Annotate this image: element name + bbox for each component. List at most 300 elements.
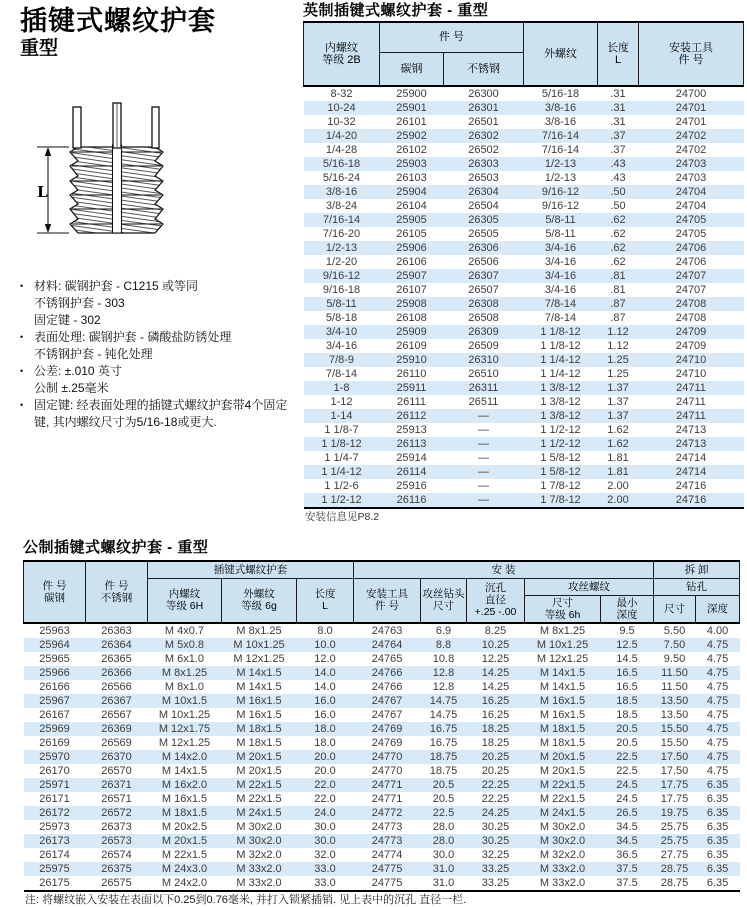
table-cell: M 8x1.25 <box>539 624 586 637</box>
table-cell: .81 <box>610 270 626 282</box>
table-cell: 24771 <box>371 778 403 791</box>
header-line: 件 号 <box>42 579 67 592</box>
table-cell: 5/8-11 <box>326 298 357 310</box>
table-cell: 16.0 <box>314 694 336 707</box>
col-header-install-tool <box>639 22 744 86</box>
table-cell: 36.5 <box>616 848 638 861</box>
table-cell: 24772 <box>371 806 403 819</box>
table-cell: 5.50 <box>663 624 686 637</box>
table-cell: 16.75 <box>429 722 458 735</box>
table-cell: 18.0 <box>314 736 336 749</box>
table-cell: 26574 <box>101 848 132 861</box>
table-cell: 14.75 <box>429 694 458 707</box>
table-cell: M 20x1.5 <box>236 750 282 763</box>
table-cell: 25913 <box>396 424 427 436</box>
col-header-carbon-steel: 碳钢 <box>380 52 444 86</box>
col-group-insert: 插键式螺纹护套 <box>148 561 354 578</box>
table-cell: M 10x1.5 <box>161 694 208 707</box>
table-cell: 10.0 <box>314 638 336 651</box>
table-cell: 1.37 <box>607 382 629 394</box>
table-cell: 24.5 <box>616 792 638 805</box>
table-cell: 24775 <box>371 862 403 875</box>
table-cell: 2.00 <box>607 480 629 492</box>
table-cell: 1 7/8-12 <box>540 494 581 506</box>
col-header-tap-drill <box>421 578 467 623</box>
table-cell: 25970 <box>39 750 70 763</box>
table-cell: 7/16-14 <box>541 144 580 156</box>
table-cell: 22.0 <box>314 792 336 805</box>
table-cell: 5/16-18 <box>322 158 361 170</box>
header-line: 直径 <box>485 594 507 606</box>
table-cell: M 16x1.5 <box>539 694 586 707</box>
imperial-table <box>303 21 744 509</box>
table-cell: 18.5 <box>616 694 638 707</box>
table-cell: 24702 <box>675 130 707 142</box>
note-line: 不锈钢护套 - 钝化处理 <box>34 347 153 361</box>
col-header-length <box>297 578 354 623</box>
table-cell: M 14x1.5 <box>539 680 586 693</box>
table-cell: 10-32 <box>327 116 356 128</box>
table-cell: 4.75 <box>706 638 729 651</box>
table-row <box>304 283 744 297</box>
table-cell: 25907 <box>396 270 427 282</box>
table-row <box>24 638 740 652</box>
table-row <box>24 806 740 820</box>
table-cell: — <box>478 438 489 450</box>
imperial-table-header <box>304 22 744 86</box>
table-cell: M 33x2.0 <box>539 862 586 875</box>
table-cell: 24710 <box>675 354 707 366</box>
table-cell: 16.5 <box>616 680 638 693</box>
col-header-part-no-stainless <box>86 561 148 623</box>
insert-key-left <box>73 107 81 148</box>
table-cell: 25901 <box>396 102 427 114</box>
header-line: 等级 6g <box>241 600 277 612</box>
table-cell: 22.5 <box>616 764 638 777</box>
table-cell: 17.50 <box>660 764 689 777</box>
table-cell: 26573 <box>101 834 132 847</box>
table-cell: — <box>478 480 489 492</box>
header-line: L <box>322 600 328 612</box>
table-cell: .81 <box>610 284 626 296</box>
table-cell: 20.0 <box>314 764 336 777</box>
table-row <box>24 862 740 876</box>
table-cell: 16.25 <box>481 708 510 721</box>
table-cell: 1.62 <box>607 424 629 436</box>
table-cell: M 18x1.5 <box>236 736 282 749</box>
header-line: 最小 <box>616 596 638 609</box>
table-cell: 25.75 <box>660 834 689 847</box>
col-header-part-no-carbon <box>24 561 86 623</box>
table-row <box>304 213 744 227</box>
insert-diagram <box>35 86 185 241</box>
table-cell: M 8x1.25 <box>161 666 208 679</box>
header-line: 等级 6H <box>165 600 204 612</box>
table-cell: 7/8-9 <box>328 354 355 366</box>
table-cell: 1 1/8-12 <box>540 340 581 352</box>
table-cell: 30.0 <box>314 820 336 833</box>
note-bullet <box>20 397 305 431</box>
table-cell: 1 5/8-12 <box>540 452 581 464</box>
table-cell: 26507 <box>468 284 499 296</box>
table-cell: 26503 <box>468 172 499 184</box>
table-cell: 25973 <box>39 820 70 833</box>
table-cell: 1 5/8-12 <box>540 466 581 478</box>
table-row <box>304 255 744 269</box>
table-cell: 24704 <box>675 186 707 198</box>
table-cell: 14.0 <box>314 666 336 679</box>
table-cell: M 30x2.0 <box>539 820 586 833</box>
table-row <box>304 157 744 171</box>
header-line: 攻丝钻头 <box>422 588 465 600</box>
table-row <box>304 311 744 325</box>
table-cell: M 8x1.0 <box>164 680 205 693</box>
table-cell: 24700 <box>675 88 707 100</box>
table-cell: 24713 <box>675 424 707 436</box>
table-cell: 28.0 <box>432 820 455 833</box>
table-cell: — <box>478 424 489 436</box>
table-cell: 26103 <box>396 172 427 184</box>
table-cell: 30.0 <box>314 834 336 847</box>
col-header-install-tool <box>354 578 421 623</box>
table-cell: .87 <box>610 312 626 324</box>
table-cell: 24716 <box>675 480 707 492</box>
table-cell: 15.50 <box>660 722 689 735</box>
table-cell: 26300 <box>468 88 499 100</box>
table-cell: 16.0 <box>314 708 336 721</box>
col-header-external-thread <box>222 578 297 623</box>
table-cell: 3/8-16 <box>325 186 358 198</box>
table-cell: 26304 <box>468 186 499 198</box>
table-cell: M 30x2.0 <box>539 834 586 847</box>
bullet-icon: • <box>20 281 24 291</box>
table-cell: 25914 <box>396 452 427 464</box>
header-line: 内螺纹 <box>168 588 201 600</box>
table-cell: 11.50 <box>661 666 688 679</box>
table-cell: 19.75 <box>660 806 689 819</box>
imperial-section <box>303 2 743 524</box>
table-row <box>304 241 744 255</box>
table-cell: 10.25 <box>481 638 510 651</box>
note-text <box>34 397 305 431</box>
table-row <box>304 493 744 508</box>
table-cell: 1 3/8-12 <box>540 410 581 422</box>
table-cell: 26508 <box>468 312 499 324</box>
table-cell: 1/2-13 <box>325 242 358 254</box>
table-cell: — <box>478 494 489 506</box>
table-cell: 24714 <box>675 466 707 478</box>
table-cell: M 22x1.5 <box>161 848 208 861</box>
table-cell: 3/8-16 <box>544 102 577 114</box>
table-cell: 24714 <box>675 452 707 464</box>
col-header-stainless-steel: 不锈钢 <box>444 52 524 86</box>
table-cell: M 22x1.5 <box>539 792 586 805</box>
table-cell: 20.5 <box>616 736 638 749</box>
header-line: 等级 2B <box>322 54 361 66</box>
left-panel <box>20 6 305 429</box>
bullet-icon: • <box>20 332 24 342</box>
table-cell: 8.8 <box>435 638 452 651</box>
table-cell: 3/4-16 <box>544 242 577 254</box>
table-cell: 4.75 <box>706 764 729 777</box>
header-line: 沉孔 <box>485 582 507 594</box>
note-line: 表面处理: 碳钢护套 - 磷酸盐防锈处理 <box>34 330 232 344</box>
table-cell: .50 <box>610 186 626 198</box>
table-cell: 10-24 <box>327 102 356 114</box>
header-line: 件 号 <box>375 600 399 612</box>
table-cell: 17.75 <box>660 792 689 805</box>
col-header-internal-thread <box>304 22 380 86</box>
table-cell: 33.25 <box>481 862 510 875</box>
table-cell: 4.75 <box>706 708 729 721</box>
table-cell: 31.0 <box>432 876 455 889</box>
table-cell: 1 1/8-7 <box>324 424 359 436</box>
table-cell: 26364 <box>101 638 132 651</box>
col-group-drill: 钻孔 <box>654 578 740 595</box>
table-cell: 18.75 <box>429 750 458 763</box>
table-cell: 37.5 <box>616 862 638 875</box>
table-cell: M 12x1.75 <box>158 722 211 735</box>
table-cell: 26366 <box>101 666 132 679</box>
table-cell: 4.75 <box>706 722 729 735</box>
table-cell: 24702 <box>675 144 707 156</box>
table-cell: 22.0 <box>314 778 336 791</box>
table-cell: 8.0 <box>317 624 333 637</box>
table-cell: 2.00 <box>607 494 629 506</box>
table-row <box>24 778 740 792</box>
table-cell: 24707 <box>675 270 707 282</box>
table-row <box>24 652 740 666</box>
table-cell: 24773 <box>371 820 403 833</box>
note-text <box>34 278 305 329</box>
table-cell: 28.0 <box>432 834 455 847</box>
table-cell: 28.75 <box>660 862 689 875</box>
table-cell: 12.5 <box>616 638 638 651</box>
table-cell: 25969 <box>39 722 70 735</box>
page-subtitle: 重型 <box>20 38 59 59</box>
table-cell: 24.5 <box>616 778 638 791</box>
table-cell: 1.62 <box>607 438 629 450</box>
table-cell: 33.25 <box>481 876 510 889</box>
table-cell: 26116 <box>396 494 427 506</box>
table-cell: 26114 <box>396 466 427 478</box>
table-cell: 5/8-11 <box>545 228 576 240</box>
table-cell: M 22x1.5 <box>539 778 586 791</box>
table-cell: 1/2-13 <box>544 158 577 170</box>
table-cell: 26109 <box>396 340 427 352</box>
table-cell: 25902 <box>396 130 427 142</box>
table-cell: 25964 <box>39 638 70 651</box>
table-row <box>304 479 744 493</box>
table-cell: 1 1/4-12 <box>540 354 581 366</box>
table-cell: M 12x1.25 <box>233 652 285 665</box>
table-cell: 26511 <box>468 396 499 408</box>
table-cell: M 4x0.7 <box>164 624 205 637</box>
table-cell: 1 7/8-12 <box>540 480 581 492</box>
dimension-label: L <box>37 183 48 201</box>
metric-footnote: 注: 将螺纹嵌入安装在表面以下0.25到0.76毫米, 并打入锁紧插销. 见上表中的沉孔 直径一栏. <box>25 893 467 906</box>
table-row <box>304 199 744 213</box>
key-slot <box>113 145 122 233</box>
table-row <box>304 86 744 101</box>
col-group-install: 安 装 <box>354 561 654 578</box>
table-cell: .37 <box>610 130 626 142</box>
table-cell: 22.5 <box>616 750 638 763</box>
table-row <box>24 820 740 834</box>
table-cell: 3/4-10 <box>325 326 358 338</box>
table-cell: M 12x1.25 <box>158 736 211 749</box>
table-row <box>24 834 740 848</box>
table-cell: 3/4-16 <box>544 270 577 282</box>
header-line: 尺寸 <box>552 596 574 609</box>
table-cell: 26309 <box>468 326 499 338</box>
table-cell: 22.5 <box>432 806 455 819</box>
table-cell: M 16x1.5 <box>539 708 586 721</box>
table-cell: 1.37 <box>607 410 629 422</box>
table-row <box>304 143 744 157</box>
table-cell: 26172 <box>39 806 70 819</box>
table-cell: 24709 <box>675 326 707 338</box>
table-cell: 1 1/2-6 <box>324 480 359 492</box>
note-bullet <box>20 329 305 363</box>
table-cell: 24706 <box>675 242 707 254</box>
table-cell: .62 <box>610 242 626 254</box>
note-bullet <box>20 363 305 397</box>
table-cell: 26175 <box>39 876 70 889</box>
table-cell: 31.0 <box>432 862 455 875</box>
table-cell: M 10x1.25 <box>233 638 285 651</box>
bullet-icon: • <box>20 400 24 410</box>
table-cell: 1.12 <box>607 326 629 338</box>
table-cell: 1.25 <box>607 354 629 366</box>
table-row <box>304 465 744 479</box>
table-cell: 1.12 <box>607 340 629 352</box>
table-cell: 30.25 <box>481 820 510 833</box>
table-cell: 1-12 <box>330 396 353 408</box>
table-cell: 12.0 <box>314 652 336 665</box>
imperial-footnote: 安装信息见P8.2 <box>305 511 380 523</box>
table-cell: 1/4-20 <box>325 130 358 142</box>
table-cell: 26569 <box>101 736 132 749</box>
table-cell: 26167 <box>39 708 70 721</box>
table-row <box>24 876 740 891</box>
col-header-drill-size: 尺寸 <box>654 595 696 623</box>
table-cell: 25.75 <box>660 820 689 833</box>
table-cell: .62 <box>610 214 626 226</box>
table-cell: 26365 <box>101 652 132 665</box>
table-cell: .87 <box>610 298 626 310</box>
table-cell: 6.35 <box>706 848 729 861</box>
note-text <box>34 329 305 363</box>
table-cell: 1 1/2-12 <box>321 494 362 506</box>
table-row <box>304 437 744 451</box>
table-cell: 5/16-18 <box>541 88 580 100</box>
table-cell: M 18x1.5 <box>236 722 282 735</box>
table-cell: 6.35 <box>706 876 729 889</box>
table-cell: 10.8 <box>432 652 455 665</box>
table-cell: 26170 <box>39 764 70 777</box>
table-cell: 26303 <box>468 158 499 170</box>
table-row <box>24 750 740 764</box>
table-cell: 14.75 <box>429 708 458 721</box>
table-row <box>304 115 744 129</box>
table-cell: 26502 <box>468 144 499 156</box>
table-cell: 24.0 <box>314 806 336 819</box>
table-cell: M 24x2.0 <box>161 876 208 889</box>
table-cell: 26107 <box>396 284 427 296</box>
note-line: 公制 ±.25毫米 <box>34 381 109 395</box>
table-cell: 26308 <box>468 298 499 310</box>
table-cell: 24703 <box>675 172 707 184</box>
table-row <box>304 297 744 311</box>
table-cell: 26171 <box>39 792 70 805</box>
table-cell: M 33x2.0 <box>539 876 586 889</box>
table-cell: 34.5 <box>616 834 638 847</box>
imperial-table-body <box>304 86 744 508</box>
table-cell: M 32x2.0 <box>236 848 282 861</box>
table-cell: 22.25 <box>481 792 510 805</box>
table-cell: 1/2-20 <box>325 256 358 268</box>
col-header-drill-depth: 深度 <box>696 595 740 623</box>
table-cell: 20.5 <box>432 792 455 805</box>
table-cell: 6.35 <box>706 806 729 819</box>
table-cell: 14.0 <box>314 680 336 693</box>
table-cell: 8.25 <box>484 624 507 637</box>
table-cell: 6.35 <box>706 778 729 791</box>
table-cell: 26105 <box>396 228 427 240</box>
table-row <box>24 722 740 736</box>
table-cell: 26509 <box>468 340 499 352</box>
table-cell: .31 <box>610 88 626 100</box>
table-cell: M 6x1.0 <box>164 652 205 665</box>
table-cell: 14.5 <box>616 652 638 665</box>
table-cell: M 30x2.0 <box>236 820 282 833</box>
table-cell: M 14x1.5 <box>161 764 208 777</box>
table-cell: M 20x1.5 <box>236 764 282 777</box>
table-cell: 15.50 <box>660 736 689 749</box>
table-cell: 1.81 <box>607 466 629 478</box>
table-cell: 25908 <box>396 298 427 310</box>
page-title: 插键式螺纹护套 <box>20 6 216 36</box>
table-cell: .31 <box>610 116 626 128</box>
table-cell: .43 <box>610 158 626 170</box>
table-cell: 18.25 <box>481 722 510 735</box>
table-row <box>304 395 744 409</box>
metric-table-body <box>24 623 740 891</box>
col-header-tap-thread-size <box>525 595 601 623</box>
table-cell: 26112 <box>396 410 427 422</box>
table-cell: 30.25 <box>481 834 510 847</box>
table-cell: .62 <box>610 228 626 240</box>
table-cell: M 24x1.5 <box>236 806 282 819</box>
table-cell: M 16x2.0 <box>161 778 208 791</box>
table-cell: 8-32 <box>330 88 353 100</box>
table-cell: .43 <box>610 172 626 184</box>
table-cell: 20.0 <box>314 750 336 763</box>
table-cell: M 12x1.25 <box>536 652 589 665</box>
table-cell: 3/8-16 <box>544 116 577 128</box>
metric-table-header <box>24 561 740 623</box>
table-cell: 27.75 <box>660 848 689 861</box>
table-row <box>304 339 744 353</box>
table-cell: 24767 <box>371 708 403 721</box>
table-cell: 33.0 <box>314 862 336 875</box>
table-cell: — <box>478 466 489 478</box>
table-cell: 3/4-16 <box>544 256 577 268</box>
table-cell: 24770 <box>371 750 403 763</box>
table-cell: 26505 <box>468 228 499 240</box>
table-cell: 1 3/8-12 <box>540 396 581 408</box>
